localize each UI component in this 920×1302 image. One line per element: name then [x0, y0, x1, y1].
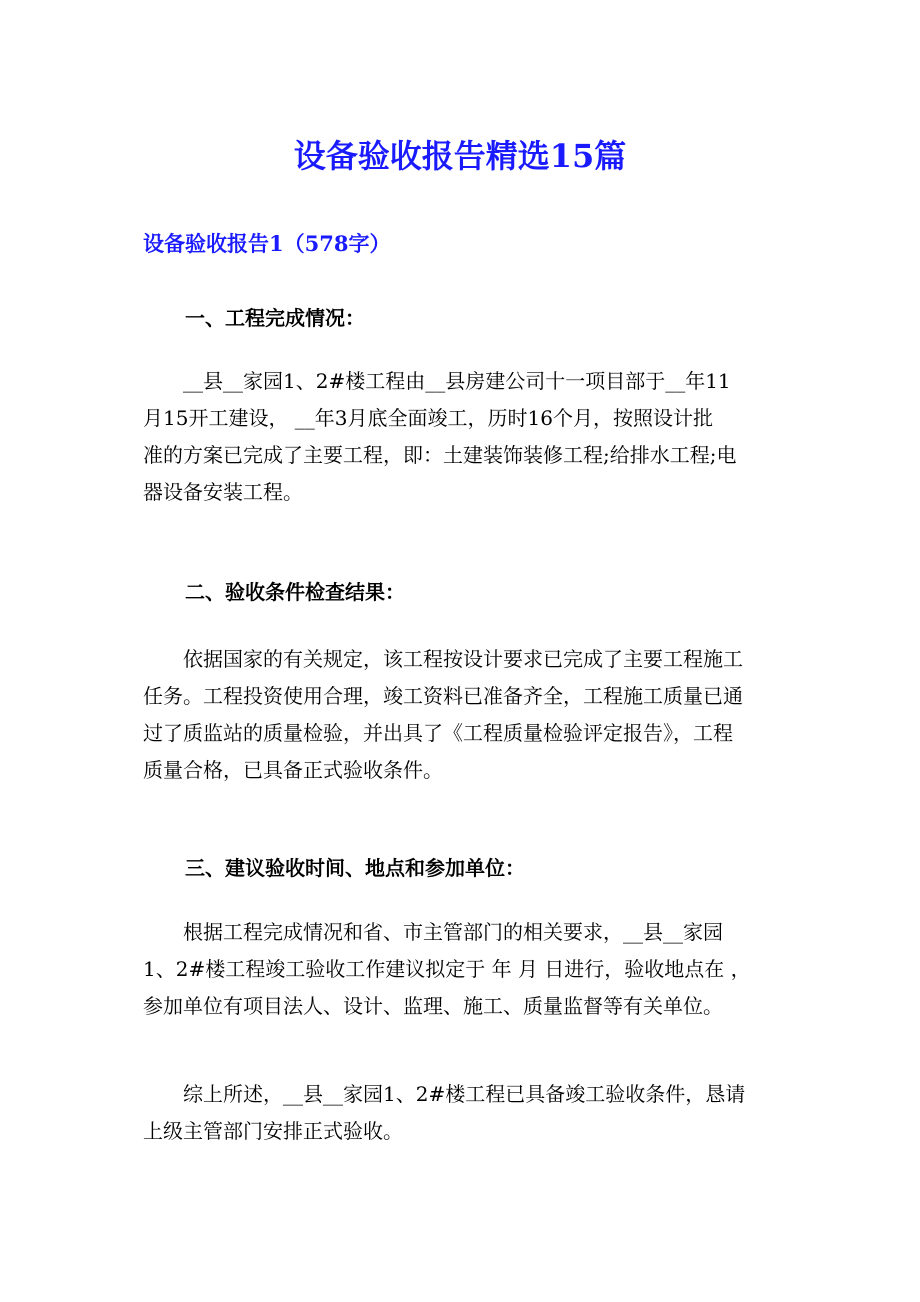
- paragraph-conclusion: [143, 1076, 783, 1150]
- paragraph-line: 1、2#楼工程竣工验收工作建议拟定于 年 月 日进行，验收地点在 ，: [143, 957, 751, 981]
- paragraph-line: 依据国家的有关规定，该工程按设计要求已完成了主要工程施工: [183, 647, 743, 671]
- paragraph-line: 根据工程完成情况和省、市主管部门的相关要求，__县__家园: [183, 920, 723, 944]
- paragraph-line: 上级主管部门安排正式验收。: [143, 1119, 403, 1143]
- paragraph-acceptance-conditions: [143, 641, 783, 789]
- document-title: 设备验收报告精选15篇: [293, 137, 627, 175]
- paragraph-line: 参加单位有项目法人、设计、监理、施工、质量监督等有关单位。: [143, 994, 723, 1018]
- subheading-proposed-schedule: 三、建议验收时间、地点和参加单位：: [185, 856, 525, 880]
- paragraph-completion-status: [143, 363, 783, 511]
- paragraph-line: 器设备安装工程。: [143, 480, 303, 504]
- paragraph-line: 综上所述，__县__家园1、2#楼工程已具备竣工验收条件，恳请: [183, 1082, 746, 1106]
- paragraph-line: 过了质监站的质量检验，并出具了《工程质量检验评定报告》，工程: [143, 721, 733, 745]
- paragraph-line: 月15开工建设， __年3月底全面竣工，历时16个月，按照设计批: [143, 406, 713, 430]
- subheading-acceptance-conditions: 二、验收条件检查结果：: [185, 580, 405, 604]
- paragraph-line: 质量合格，已具备正式验收条件。: [143, 758, 443, 782]
- paragraph-proposed-schedule: [143, 914, 783, 1025]
- paragraph-line: 准的方案已完成了主要工程，即：土建装饰装修工程;给排水工程;电: [143, 443, 737, 467]
- paragraph-line: __县__家园1、2#楼工程由__县房建公司十一项目部于__年11: [183, 369, 731, 393]
- subheading-completion-status: 一、工程完成情况：: [185, 306, 365, 330]
- paragraph-line: 任务。工程投资使用合理，竣工资料已准备齐全，工程施工质量已通: [143, 684, 743, 708]
- section-heading: 设备验收报告1（578字）: [143, 231, 391, 256]
